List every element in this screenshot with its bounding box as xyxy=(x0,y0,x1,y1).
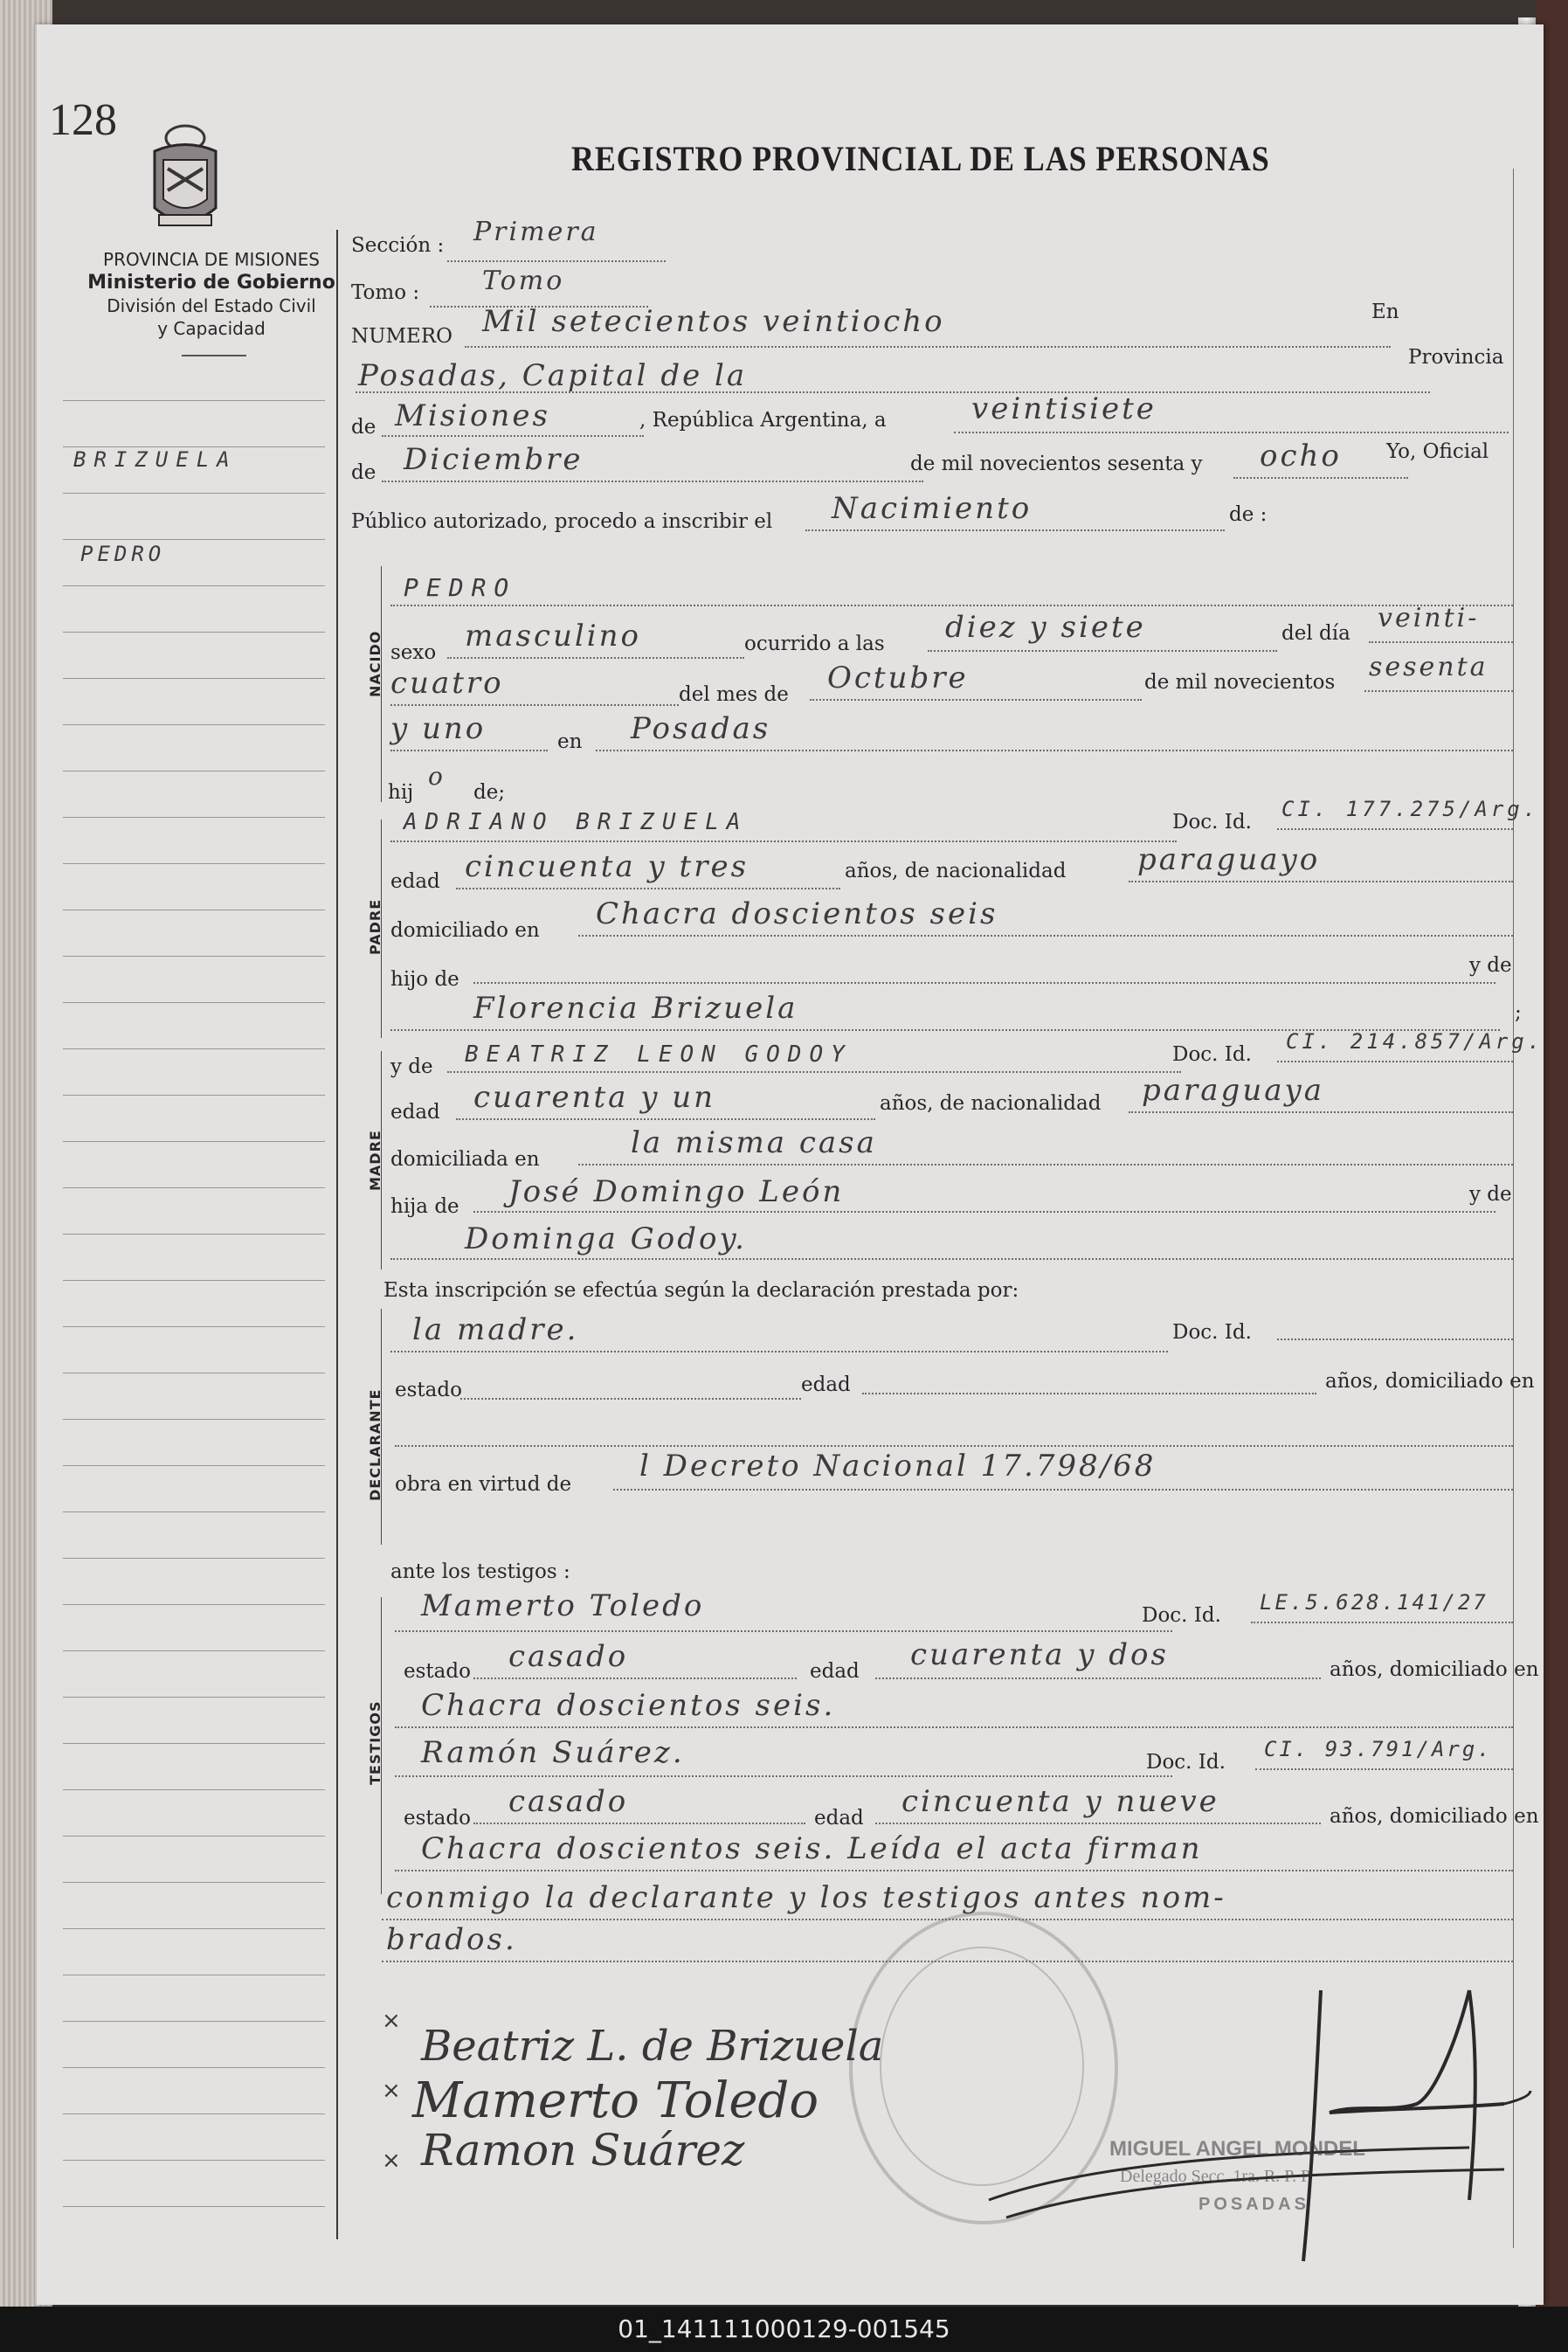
margin-rule-line xyxy=(63,2067,325,2068)
margin-surname: BRIZUELA xyxy=(73,447,238,472)
margin-rule-line xyxy=(63,2113,325,2114)
margin-rule-line xyxy=(63,585,325,586)
margin-divider xyxy=(336,230,338,2239)
header-underline xyxy=(182,355,246,356)
testigo-2-edad-line xyxy=(875,1823,1321,1824)
seccion-line xyxy=(447,260,666,262)
declarante-estado-label: estado xyxy=(395,1379,462,1401)
testigo-1-nombre: Mamerto Toledo xyxy=(421,1588,705,1623)
testigo-2-estado: casado xyxy=(508,1784,629,1819)
tomo-label: Tomo : xyxy=(351,281,420,304)
declarante-edad-label: edad xyxy=(801,1373,851,1396)
authority-line-3: División del Estado Civil xyxy=(107,295,316,316)
image-identifier: 01_141111000129-001545 xyxy=(0,2307,1568,2352)
testigos-label: ante los testigos : xyxy=(390,1560,570,1583)
acto-line xyxy=(805,529,1225,531)
testigo-2-doc: CI. 93.791/Arg. xyxy=(1264,1737,1493,1761)
signature-mark-1: × xyxy=(382,2008,401,2034)
margin-rule-line xyxy=(63,1234,325,1235)
section-testigos: TESTIGOS xyxy=(367,1700,383,1785)
padre-yde-label: y de xyxy=(1469,954,1512,977)
dia-value: veintisiete xyxy=(971,391,1157,426)
margin-rule-line xyxy=(63,1928,325,1929)
provincia-value: Misiones xyxy=(395,398,550,433)
del-dia-label: del día xyxy=(1281,622,1350,645)
margin-rule-line xyxy=(63,493,325,494)
testigo-1-edad-line xyxy=(875,1678,1321,1679)
padre-dom-label: domiciliado en xyxy=(390,919,540,942)
margin-rule-line xyxy=(63,1419,325,1420)
seccion-label: Sección : xyxy=(351,234,445,257)
margin-rule-line xyxy=(63,1002,325,1003)
madre-doc-label: Doc. Id. xyxy=(1172,1043,1252,1066)
margin-rule-line xyxy=(63,1697,325,1698)
signature-testigo-1: Mamerto Toledo xyxy=(412,2072,819,2129)
margin-rule-line xyxy=(63,1650,325,1651)
madre-edad-line xyxy=(456,1118,875,1120)
padre-madre: Florencia Brizuela xyxy=(473,991,798,1026)
hij-label: hij xyxy=(388,781,414,804)
official-signature xyxy=(980,1973,1539,2287)
margin-rule-line xyxy=(63,1141,325,1142)
margin-rule-line xyxy=(63,1604,325,1605)
testigo-1-edad-label: edad xyxy=(810,1660,860,1683)
nombre-line xyxy=(390,605,1513,606)
madre-yde-label: y de xyxy=(390,1055,433,1078)
declarante-dom-line xyxy=(395,1445,1513,1447)
declarante-doc-line xyxy=(1277,1339,1513,1340)
de-colon-label: de : xyxy=(1229,503,1268,526)
mes-line xyxy=(382,481,923,482)
dia-nac-2-value: cuatro xyxy=(390,666,504,701)
dia-nac-1-value: veinti- xyxy=(1378,603,1480,633)
madre-hija-line xyxy=(473,1211,1495,1213)
testigo-2-dom-line xyxy=(395,1870,1513,1871)
de-semi-label: de; xyxy=(473,781,506,804)
madre-nac-line xyxy=(1129,1111,1513,1113)
madre-edad: cuarenta y un xyxy=(473,1080,716,1115)
anio-nac-2-line xyxy=(390,750,548,751)
anio-value: ocho xyxy=(1260,439,1342,474)
mil-nov-label: de mil novecientos xyxy=(1144,671,1336,694)
testigo-1-anos-label: años, domiciliado en xyxy=(1330,1658,1539,1681)
mes-value: Diciembre xyxy=(404,442,584,477)
declarante-nombre-line xyxy=(390,1351,1168,1352)
sexo-line xyxy=(447,657,744,659)
signature-declarante: Beatriz L. de Brizuela xyxy=(421,2022,884,2071)
testigo-2-doc-label: Doc. Id. xyxy=(1146,1751,1226,1774)
madre-nacionalidad: paraguaya xyxy=(1142,1073,1324,1108)
margin-rule-line xyxy=(63,539,325,540)
margin-rule-line xyxy=(63,1743,325,1744)
padre-doc: CI. 177.275/Arg. xyxy=(1281,797,1540,821)
testigo-1-estado-label: estado xyxy=(404,1660,471,1683)
dia-nac-2-line xyxy=(390,704,679,706)
official-place: POSADAS xyxy=(1198,2195,1309,2214)
tomo-value: Tomo xyxy=(482,266,565,296)
padre-doc-line xyxy=(1277,828,1513,830)
testigo-1-edad: cuarenta y dos xyxy=(910,1637,1169,1672)
padre-edad: cincuenta y tres xyxy=(465,849,749,884)
publico-label: Público autorizado, procedo a inscribir el xyxy=(351,510,773,533)
hora-line xyxy=(928,650,1277,652)
padre-nombre: ADRIANO BRIZUELA xyxy=(404,809,749,835)
margin-rule-line xyxy=(63,1326,325,1327)
testigo-1-dom-line xyxy=(395,1726,1513,1728)
numero-value: Mil setecientos veintiocho xyxy=(482,304,945,339)
provincia-line xyxy=(382,435,644,437)
right-border xyxy=(1513,169,1514,2248)
madre-domicilio: la misma casa xyxy=(631,1125,877,1160)
padre-nombre-line xyxy=(390,840,1177,842)
lugar-nac-line xyxy=(596,750,1513,751)
margin-rule-line xyxy=(63,1789,325,1790)
testigo-2-nombre-line xyxy=(395,1775,1172,1777)
margin-rule-line xyxy=(63,1187,325,1188)
padre-hijo-label: hijo de xyxy=(390,968,459,991)
madre-dom-label: domiciliada en xyxy=(390,1148,540,1171)
anio-nac-1-line xyxy=(1364,690,1513,692)
madre-madre-line xyxy=(390,1258,1513,1260)
madre-padre: José Domingo León xyxy=(508,1174,845,1209)
testigo-1-estado: casado xyxy=(508,1639,629,1674)
declarante-edad-line xyxy=(862,1393,1316,1394)
authority-line-4: y Capacidad xyxy=(157,318,266,339)
closing-line-2: brados. xyxy=(386,1922,517,1957)
margin-rule-line xyxy=(63,1048,325,1049)
margin-rule-line xyxy=(63,2160,325,2161)
del-mes-label: del mes de xyxy=(679,683,789,706)
testigo-2-doc-line xyxy=(1255,1768,1513,1770)
mes-nac-line xyxy=(810,699,1142,701)
madre-nombre: BEATRIZ LEON GODOY xyxy=(465,1041,853,1068)
testigo-2-estado-label: estado xyxy=(404,1807,471,1830)
lugar-nac-value: Posadas xyxy=(631,711,771,746)
page-title: REGISTRO PROVINCIAL DE LAS PERSONAS xyxy=(571,139,1270,178)
section-madre: MADRE xyxy=(367,1130,383,1191)
margin-rule-line xyxy=(63,632,325,633)
margin-rule-line xyxy=(63,1280,325,1281)
nombre-value: PEDRO xyxy=(404,573,517,602)
obra-value: l Decreto Nacional 17.798/68 xyxy=(639,1449,1157,1484)
padre-nac-line xyxy=(1129,881,1513,882)
madre-madre: Dominga Godoy. xyxy=(465,1221,747,1256)
mes-nac-value: Octubre xyxy=(827,661,969,695)
signature-mark-3: × xyxy=(382,2148,401,2174)
margin-rule-line xyxy=(63,2206,325,2207)
hora-value: diez y siete xyxy=(945,610,1146,645)
padre-semicolon: ; xyxy=(1515,1001,1522,1024)
testigo-2-nombre: Ramón Suárez. xyxy=(421,1735,685,1770)
ocurrido-label: ocurrido a las xyxy=(744,633,885,655)
padre-domicilio: Chacra doscientos seis xyxy=(596,896,998,931)
declarante-doc-label: Doc. Id. xyxy=(1172,1321,1252,1344)
seccion-value: Primera xyxy=(473,217,599,247)
dia-nac-1-line xyxy=(1369,641,1513,643)
declarante-anos-label: años, domiciliado en xyxy=(1325,1370,1535,1393)
sesenta-label: de mil novecientos sesenta y xyxy=(910,453,1203,475)
padre-doc-label: Doc. Id. xyxy=(1172,811,1252,834)
madre-hija-label: hija de xyxy=(390,1195,459,1218)
anio-nac-1-value: sesenta xyxy=(1369,652,1489,682)
madre-edad-label: edad xyxy=(390,1101,440,1124)
hij-suffix: o xyxy=(428,762,446,791)
madre-yde2-label: y de xyxy=(1469,1183,1512,1206)
inscripcion-label: Esta inscripción se efectúa según la declaración prestada por: xyxy=(383,1279,1019,1302)
margin-given-name: PEDRO xyxy=(80,542,166,566)
margin-rule-line xyxy=(63,400,325,401)
obra-line xyxy=(613,1489,1513,1491)
anio-line xyxy=(1233,477,1408,479)
acto-value: Nacimiento xyxy=(832,491,1033,526)
closing-line-1: conmigo la declarante y los testigos antes nom- xyxy=(386,1880,1226,1915)
testigo-1-domicilio: Chacra doscientos seis. xyxy=(421,1688,836,1723)
testigo-2-estado-line xyxy=(473,1823,805,1824)
section-nacido: NACIDO xyxy=(367,630,383,697)
madre-nac-label: años, de nacionalidad xyxy=(880,1092,1102,1115)
margin-rule-line xyxy=(63,1558,325,1559)
issuing-authority xyxy=(63,248,360,340)
lugar-value: Posadas, Capital de la xyxy=(358,358,748,393)
padre-nacionalidad: paraguayo xyxy=(1137,842,1321,877)
margin-rule-line xyxy=(63,724,325,725)
page-number: 128 xyxy=(49,95,117,145)
testigo-2-anos-label: años, domiciliado en xyxy=(1330,1805,1539,1828)
sexo-label: sexo xyxy=(390,641,437,664)
en-nac-label: en xyxy=(557,730,583,753)
coat-of-arms-icon xyxy=(142,112,229,234)
margin-rule-line xyxy=(63,1882,325,1883)
madre-nombre-line xyxy=(447,1071,1181,1073)
testigo-2-edad-label: edad xyxy=(814,1807,864,1830)
register-page xyxy=(35,24,1544,2305)
padre-edad-line xyxy=(456,888,840,889)
madre-doc: CI. 214.857/Arg. xyxy=(1286,1029,1544,1054)
madre-dom-line xyxy=(578,1164,1513,1166)
padre-dom-line xyxy=(578,935,1513,937)
provincia-label: Provincia xyxy=(1408,346,1504,369)
testigo-1-nombre-line xyxy=(395,1630,1172,1632)
margin-rule-line xyxy=(63,817,325,818)
testigo-1-doc-label: Doc. Id. xyxy=(1142,1604,1221,1627)
authority-line-2: Ministerio de Gobierno xyxy=(87,272,335,294)
signature-testigo-2: Ramon Suárez xyxy=(421,2125,745,2176)
testigo-1-estado-line xyxy=(473,1678,797,1679)
obra-label: obra en virtud de xyxy=(395,1473,572,1496)
padre-hijo-line xyxy=(473,982,1495,984)
authority-line-1: PROVINCIA DE MISIONES xyxy=(103,249,320,270)
padre-edad-label: edad xyxy=(390,870,440,893)
margin-rule-line xyxy=(63,678,325,679)
official-name: MIGUEL ANGEL MONDEL xyxy=(1109,2137,1365,2161)
margin-rule-line xyxy=(63,956,325,957)
dia-line xyxy=(954,432,1509,433)
madre-doc-line xyxy=(1277,1061,1513,1062)
margin-rule-line xyxy=(63,863,325,864)
declarante-estado-line xyxy=(460,1398,801,1400)
margin-rule-line xyxy=(63,2021,325,2022)
numero-label: NUMERO xyxy=(351,325,453,348)
de-label: de xyxy=(351,416,376,439)
anio-nac-2-value: y uno xyxy=(390,711,487,746)
declarante-nombre: la madre. xyxy=(412,1312,579,1347)
margin-rule-line xyxy=(63,1836,325,1837)
de-mes-label: de xyxy=(351,461,376,484)
en-label: En xyxy=(1371,301,1399,323)
padre-nac-label: años, de nacionalidad xyxy=(845,860,1067,882)
section-declarante: DECLARANTE xyxy=(367,1388,383,1501)
lugar-line xyxy=(356,391,1430,393)
testigo-1-doc-line xyxy=(1251,1622,1513,1623)
testigo-2-edad: cincuenta y nueve xyxy=(901,1784,1219,1819)
official-role: Delegado Secc. 1ra. R. P. P. xyxy=(1120,2167,1314,2186)
margin-rule-line xyxy=(63,1095,325,1096)
sexo-value: masculino xyxy=(465,619,642,654)
testigo-1-doc: LE.5.628.141/27 xyxy=(1260,1590,1489,1615)
testigo-2-domicilio: Chacra doscientos seis. Leída el acta firman xyxy=(421,1831,1203,1866)
republica-label: , República Argentina, a xyxy=(639,409,887,432)
yo-oficial-label: Yo, Oficial xyxy=(1386,440,1489,463)
section-padre: PADRE xyxy=(367,898,383,955)
signature-mark-2: × xyxy=(382,2078,401,2104)
numero-line xyxy=(465,346,1391,348)
margin-rule-line xyxy=(63,1465,325,1466)
